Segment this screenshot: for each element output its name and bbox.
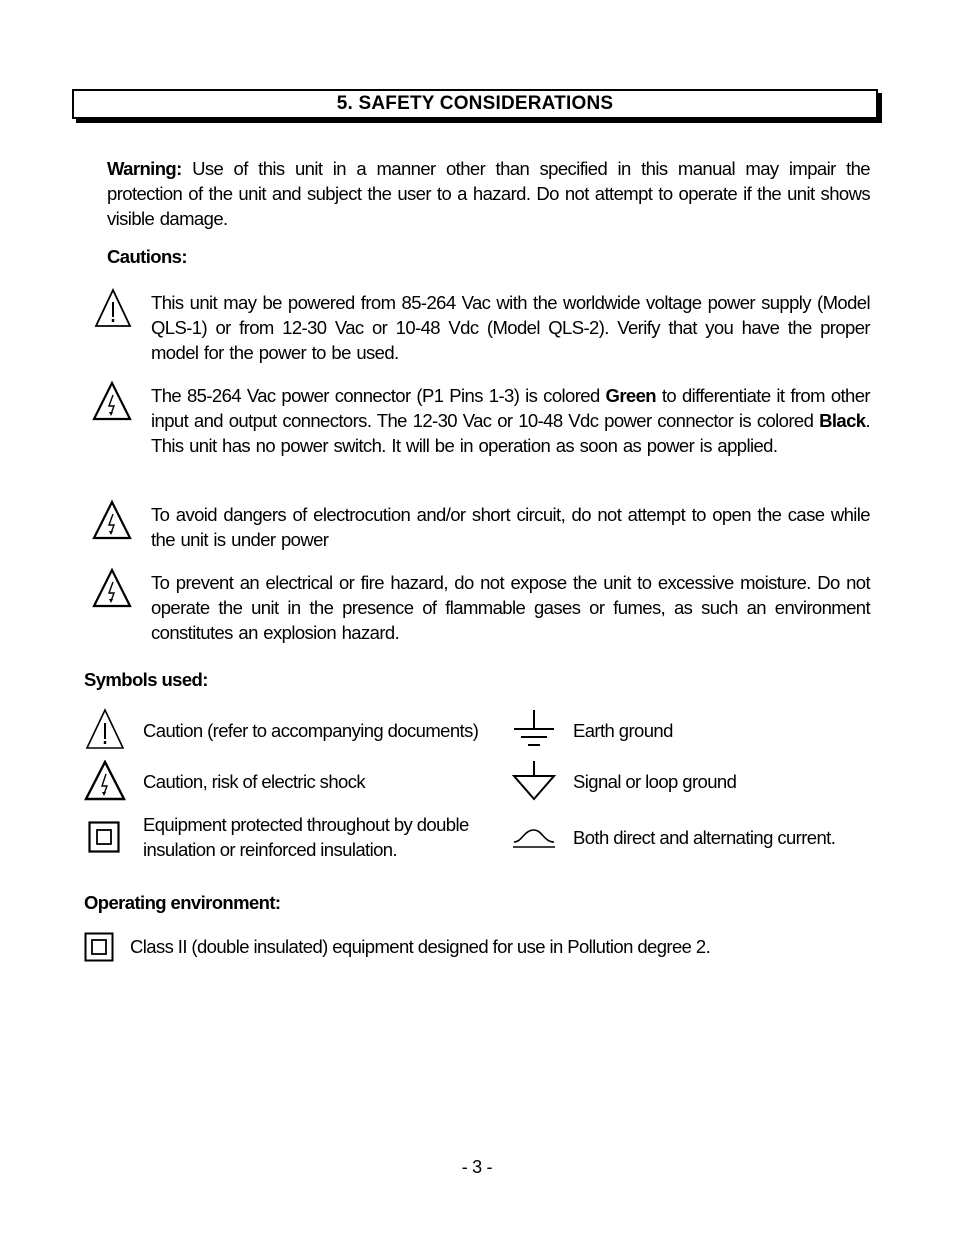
green-emphasis: Green bbox=[605, 385, 656, 406]
black-emphasis: Black bbox=[819, 410, 866, 431]
signal-ground-icon bbox=[512, 760, 556, 802]
caution-1-paragraph bbox=[151, 290, 870, 365]
warning-paragraph bbox=[107, 156, 870, 231]
electric-shock-icon bbox=[84, 760, 126, 802]
environment-heading: Operating environment: bbox=[84, 892, 281, 913]
caution-triangle-icon bbox=[85, 708, 125, 750]
ac-dc-icon bbox=[512, 826, 556, 850]
page-title: 5. SAFETY CONSIDERATIONS bbox=[336, 93, 614, 114]
electric-shock-icon bbox=[92, 381, 132, 421]
environment-text: Class II (double insulated) equipment designed for use in Pollution degree 2. bbox=[130, 936, 711, 957]
double-insulation-icon bbox=[84, 932, 114, 962]
electric-shock-icon bbox=[92, 500, 132, 540]
caution-2-text-b: to differentiate it from other input and output connectors. The 12-30 Vac or 10-48 Vdc power connector is colored bbox=[151, 385, 870, 431]
caution-2-text-a: The 85-264 Vac power connector (P1 Pins 1-3) is colored bbox=[151, 385, 606, 406]
symbol-ac-dc-label: Both direct and alternating current. bbox=[573, 827, 836, 848]
caution-2-paragraph bbox=[151, 383, 870, 458]
double-insulation-line-1: Equipment protected throughout by double bbox=[143, 814, 469, 835]
symbol-caution-docs-label: Caution (refer to accompanying documents) bbox=[143, 720, 479, 741]
caution-4-paragraph bbox=[151, 570, 870, 645]
symbol-double-insulation-label bbox=[143, 812, 469, 862]
caution-2-text-c: . This unit has no power switch. It will be in operation as soon as power is applied. bbox=[151, 410, 870, 456]
cautions-heading: Cautions: bbox=[107, 246, 187, 267]
warning-label: Warning: bbox=[107, 158, 182, 179]
double-insulation-line-2: insulation or reinforced insulation. bbox=[143, 839, 398, 860]
page-number: - 3 - bbox=[461, 1157, 493, 1177]
caution-3-paragraph bbox=[151, 502, 870, 552]
electric-shock-icon bbox=[92, 568, 132, 608]
symbol-signal-ground-label: Signal or loop ground bbox=[573, 771, 737, 792]
symbol-caution-shock-label: Caution, risk of electric shock bbox=[143, 771, 365, 792]
symbols-heading: Symbols used: bbox=[84, 669, 208, 690]
warning-text: Use of this unit in a manner other than specified in this manual may impair the protection of the unit and subject the user to a hazard. Do not attempt to operate if the unit shows visible damage. bbox=[107, 158, 870, 229]
caution-triangle-icon bbox=[94, 288, 132, 328]
caution-1-text: This unit may be powered from 85-264 Vac with the worldwide voltage power supply (Model QLS-1) or from 12-30 Vac or 10-48 Vdc (Model QLS-2). Verify that you have the proper model for the power to be used. bbox=[151, 292, 870, 363]
symbol-earth-ground-label: Earth ground bbox=[573, 720, 673, 741]
earth-ground-icon bbox=[513, 709, 555, 751]
caution-4-text: To prevent an electrical or fire hazard, do not expose the unit to excessive moisture. Do not operate the unit in the presence of flammable gases or fumes, as such an environment constitutes an explosion hazard. bbox=[151, 572, 870, 643]
double-insulation-icon bbox=[88, 821, 120, 853]
section-title-box bbox=[72, 89, 878, 119]
caution-3-text: To avoid dangers of electrocution and/or short circuit, do not attempt to open the case while the unit is under power bbox=[151, 504, 870, 550]
